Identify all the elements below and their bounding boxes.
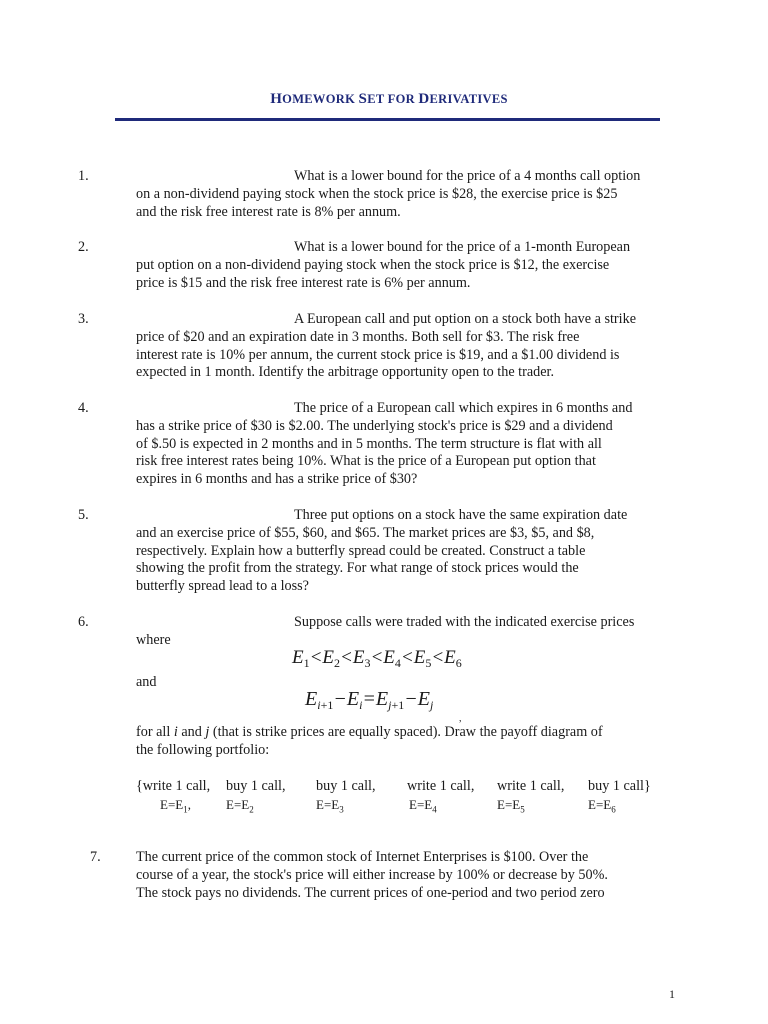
- portfolio-strike: $E=E_1$,: [160, 797, 191, 815]
- var-i: i: [173, 724, 178, 740]
- portfolio-action: write 1 call,: [497, 778, 565, 794]
- portfolio-action: buy 1 call,: [226, 778, 286, 794]
- document-title: HOMEWORK SET FOR DERIVATIVES: [270, 91, 508, 107]
- question-line: expires in 6 months and has a strike price of $30?: [136, 471, 418, 488]
- question-line: Suppose calls were traded with the indicated exercise prices: [294, 614, 635, 630]
- question-line: and the risk free interest rate is 8% per annum.: [136, 203, 401, 220]
- question-line: respectively. Explain how a butterfly spread could be created. Construct a table: [136, 542, 586, 559]
- question-number: 6.: [78, 614, 89, 630]
- question-line: the following portfolio:: [136, 741, 270, 758]
- question-line: The price of a European call which expires in 6 months and: [294, 400, 633, 416]
- question-line: price is $15 and the risk free interest rate is 6% per annum.: [136, 274, 471, 291]
- question-line: where: [136, 631, 171, 648]
- question-line: expected in 1 month. Identify the arbitrage opportunity open to the trader.: [136, 364, 555, 381]
- question-line: The stock pays no dividends. The current prices of one-period and two period zero: [136, 884, 605, 901]
- question-line: has a strike price of $30 is $2.00. The underlying stock's price is $29 and a dividend: [136, 417, 613, 434]
- question-line: on a non-dividend paying stock when the stock price is $28, the exercise price is $25: [136, 185, 618, 202]
- portfolio-strike: $E=E_5$: [497, 797, 525, 815]
- question-line: What is a lower bound for the price of a 1-month European: [294, 239, 631, 255]
- question-line: for all i and j (that is strike prices are equally spaced). Draw the payoff diagram of: [136, 724, 603, 740]
- question-line: interest rate is 10% per annum, the current stock price is $19, and a $1.00 dividend is: [136, 346, 620, 363]
- equation-comma: ,: [459, 713, 462, 724]
- portfolio-strike: $E=E_6$: [588, 797, 616, 815]
- title-rule: [115, 118, 660, 121]
- var-j: j: [205, 724, 210, 740]
- question-line-text: (that is strike prices are equally spaced). Draw the payoff diagram of: [212, 724, 603, 740]
- question-line: A European call and put option on a stock both have a strike: [294, 311, 636, 327]
- portfolio-action: buy 1 call}: [588, 778, 651, 794]
- and-label: and: [136, 674, 157, 690]
- portfolio-actions: [0, 778, 768, 796]
- portfolio-action: {write 1 call,: [136, 778, 211, 794]
- question-line: Three put options on a stock have the same expiration date: [294, 507, 628, 523]
- question-line: and an exercise price of $55, $60, and $65. The market prices are $3, $5, and $8,: [136, 524, 595, 541]
- inequality-equation: $E_1<E_2<E_3<E_4<E_5<E_6$: [292, 647, 462, 670]
- question-line: of $.50 is expected in 2 months and in 5 months. The term structure is flat with all: [136, 435, 602, 452]
- question-number: 4.: [78, 400, 89, 416]
- question-line: What is a lower bound for the price of a 4 months call option: [294, 168, 641, 184]
- question-line: price of $20 and an expiration date in 3 months. Both sell for $3. The risk free: [136, 328, 580, 345]
- question-line: showing the profit from the strategy. For what range of stock prices would the: [136, 560, 579, 577]
- question-number: 5.: [78, 507, 89, 523]
- portfolio-strikes: [0, 796, 768, 814]
- portfolio-action: buy 1 call,: [316, 778, 376, 794]
- spacing-equation: $E_{i+1}-E_i=E_{j+1}-E_j$: [305, 688, 434, 712]
- question-line: put option on a non-dividend paying stock when the stock price is $12, the exercise: [136, 256, 610, 273]
- portfolio-strike: $E=E_3$: [316, 797, 344, 815]
- portfolio-strike: $E=E_4$: [409, 797, 437, 815]
- question-number: 2.: [78, 239, 89, 255]
- portfolio-strike: $E=E_2$: [226, 797, 254, 815]
- portfolio-action: write 1 call,: [407, 778, 475, 794]
- page-number: 1: [669, 987, 675, 1001]
- question-line: butterfly spread lead to a loss?: [136, 578, 309, 595]
- question-line: The current price of the common stock of Internet Enterprises is $100. Over the: [136, 849, 589, 865]
- question-number: 1.: [78, 168, 89, 184]
- question-6: [0, 614, 768, 834]
- question-line: course of a year, the stock's price will either increase by 100% or decrease by 50%.: [136, 866, 608, 883]
- question-line: risk free interest rates being 10%. What is the price of a European put option that: [136, 453, 596, 470]
- question-number: 7.: [90, 849, 101, 865]
- question-number: 3.: [78, 311, 89, 327]
